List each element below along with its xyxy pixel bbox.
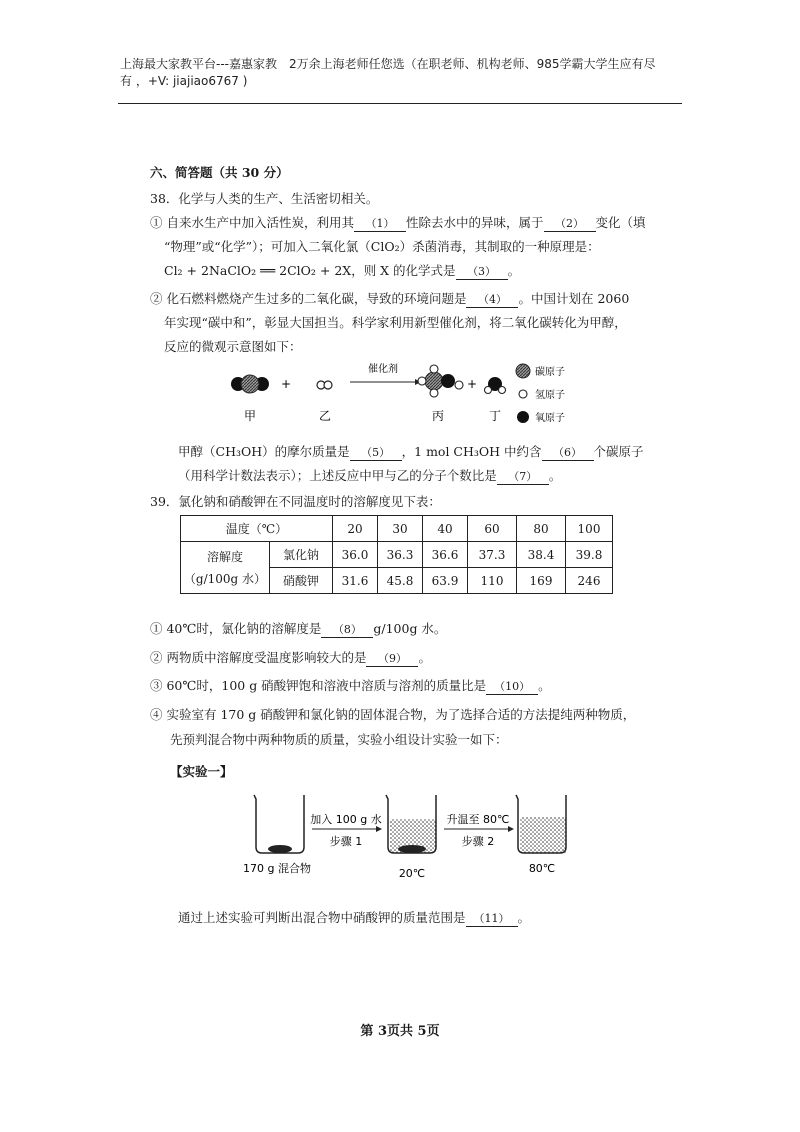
answer-blank-7: （7） <box>497 470 549 485</box>
plus-sign-1: + <box>280 377 292 391</box>
q38-part2-line3: 反应的微观示意图如下： <box>164 339 302 354</box>
molecule-jia <box>231 375 269 393</box>
table-row <box>181 542 613 568</box>
experiment-diagram <box>230 785 590 885</box>
q38-part2-line1: ② 化石燃料燃烧产生过多的二氧化碳，导致的环境问题是 （4） 。中国计划在 2060 <box>150 291 630 306</box>
molecule-yi <box>317 381 332 389</box>
q38-part2-line5: （用科学计数法表示）；上述反应中甲与乙的分子个数比是 （7） 。 <box>178 468 562 483</box>
beaker-mixture <box>254 795 304 853</box>
legend-carbon-icon <box>516 364 530 378</box>
table-cell: 31.6 <box>333 568 378 594</box>
table-row-label-kno3: 硝酸钾 <box>270 568 333 594</box>
table-header-solubility: 溶解度 （g/100g 水） <box>181 542 270 594</box>
table-cell: 100 <box>566 516 613 542</box>
label-20c: 20℃ <box>398 867 426 880</box>
answer-blank-10: （10） <box>486 680 538 695</box>
table-cell: 40 <box>423 516 468 542</box>
step1-label: 步骤 1 <box>329 835 363 848</box>
q38-part1-line3: Cl₂ + 2NaClO₂ ══ 2ClO₂ + 2X，则 X 的化学式是 （3） 。 <box>164 263 521 278</box>
table-cell: 60 <box>468 516 517 542</box>
solubility-table <box>180 515 613 594</box>
answer-blank-4: （4） <box>466 293 518 308</box>
label-80c: 80℃ <box>528 862 556 875</box>
section-title: 六、简答题（共 30 分） <box>150 165 289 180</box>
q38-part1-line1: ① 自来水生产中加入活性炭，利用其 （1） 性除去水中的异味，属于 （2） 变化（填 <box>150 215 646 230</box>
page-header <box>120 56 690 90</box>
plus-sign-2: + <box>466 377 478 391</box>
label-yi: 乙 <box>318 409 332 423</box>
q39-sub3: ③ 60℃时，100 g 硝酸钾饱和溶液中溶质与溶剂的质量比是 （10） 。 <box>150 678 551 693</box>
legend-carbon: 碳原子 <box>535 367 565 378</box>
q39-sub2: ② 两物质中溶解度受温度影响较大的是 （9） 。 <box>150 650 431 665</box>
label-mixture: 170 g 混合物 <box>243 862 311 875</box>
answer-blank-1: （1） <box>354 217 406 232</box>
reaction-diagram <box>220 358 620 430</box>
legend-oxygen-icon <box>517 411 529 423</box>
step1-action: 加入 100 g 水 <box>310 813 382 826</box>
table-cell: 169 <box>517 568 566 594</box>
table-cell: 110 <box>468 568 517 594</box>
label-ding: 丁 <box>488 409 502 423</box>
table-header-temp: 温度（℃） <box>181 516 333 542</box>
table-cell: 37.3 <box>468 542 517 568</box>
step2-action: 升温至 80℃ <box>446 813 510 826</box>
q38-part2-line2: 年实现“碳中和”，彰显大国担当。科学家利用新型催化剂，将二氧化碳转化为甲醇， <box>164 315 627 330</box>
experiment-title: 【实验一】 <box>170 764 233 779</box>
table-cell: 63.9 <box>423 568 468 594</box>
table-cell: 36.6 <box>423 542 468 568</box>
answer-blank-11: （11） <box>466 912 518 927</box>
step2-label: 步骤 2 <box>461 835 495 848</box>
answer-blank-3: （3） <box>456 265 508 280</box>
answer-blank-9: （9） <box>366 652 418 667</box>
legend-hydrogen: 氢原子 <box>535 390 565 401</box>
legend-oxygen: 氧原子 <box>535 413 565 424</box>
table-cell: 39.8 <box>566 542 613 568</box>
step1-arrowhead <box>376 826 382 832</box>
table-cell: 20 <box>333 516 378 542</box>
table-cell: 246 <box>566 568 613 594</box>
legend-hydrogen-icon <box>519 390 527 398</box>
answer-blank-8: （8） <box>321 623 373 638</box>
q39-stem: 39．氯化钠和硝酸钾在不同温度时的溶解度见下表： <box>150 494 441 509</box>
table-cell: 36.0 <box>333 542 378 568</box>
molecule-ding <box>485 377 506 394</box>
q39-sub4-line2: 先预判混合物中两种物质的质量，实验小组设计实验一如下： <box>170 732 508 747</box>
answer-blank-6: （6） <box>542 446 594 461</box>
q39-conclusion: 通过上述实验可判断出混合物中硝酸钾的质量范围是 （11） 。 <box>178 910 531 925</box>
molecule-bing <box>418 365 463 397</box>
table-row-label-nacl: 氯化钠 <box>270 542 333 568</box>
header-line-2: 有 ，+V: jiajiao6767 ) <box>120 74 248 88</box>
table-cell: 38.4 <box>517 542 566 568</box>
q38-part2-line4: 甲醇（CH₃OH）的摩尔质量是 （5） ，1 mol CH₃OH 中约含 （6） 个碳原子 <box>178 444 644 459</box>
step2-arrowhead <box>508 826 514 832</box>
q39-sub4-line1: ④ 实验室有 170 g 硝酸钾和氯化钠的固体混合物，为了选择合适的方法提纯两种物质， <box>150 707 636 722</box>
q39-sub1: ① 40℃时，氯化钠的溶解度是 （8） g/100g 水。 <box>150 621 447 636</box>
q38-part1-line2: “物理”或“化学”）；可加入二氧化氯（ClO₂）杀菌消毒，其制取的一种原理是： <box>164 239 600 254</box>
table-row <box>181 516 613 542</box>
q38-stem: 38．化学与人类的生产、生活密切相关。 <box>150 191 379 206</box>
table-cell: 30 <box>378 516 423 542</box>
table-cell: 36.3 <box>378 542 423 568</box>
legend <box>516 364 565 424</box>
page-footer: 第 3页共 5页 <box>360 1024 440 1039</box>
table-cell: 45.8 <box>378 568 423 594</box>
answer-blank-2: （2） <box>544 217 596 232</box>
catalyst-label: 催化剂 <box>368 364 398 375</box>
beaker-80c <box>516 795 566 853</box>
header-line-1: 上海最大家教平台---嘉惠家教 2万余上海老师任您选（在职老师、机构老师、985学霸大学生应有尽 <box>120 57 656 71</box>
label-bing: 丙 <box>431 409 445 423</box>
header-divider <box>118 103 682 104</box>
table-cell: 80 <box>517 516 566 542</box>
beaker-20c <box>386 795 436 853</box>
label-jia: 甲 <box>243 409 257 423</box>
answer-blank-5: （5） <box>350 446 402 461</box>
